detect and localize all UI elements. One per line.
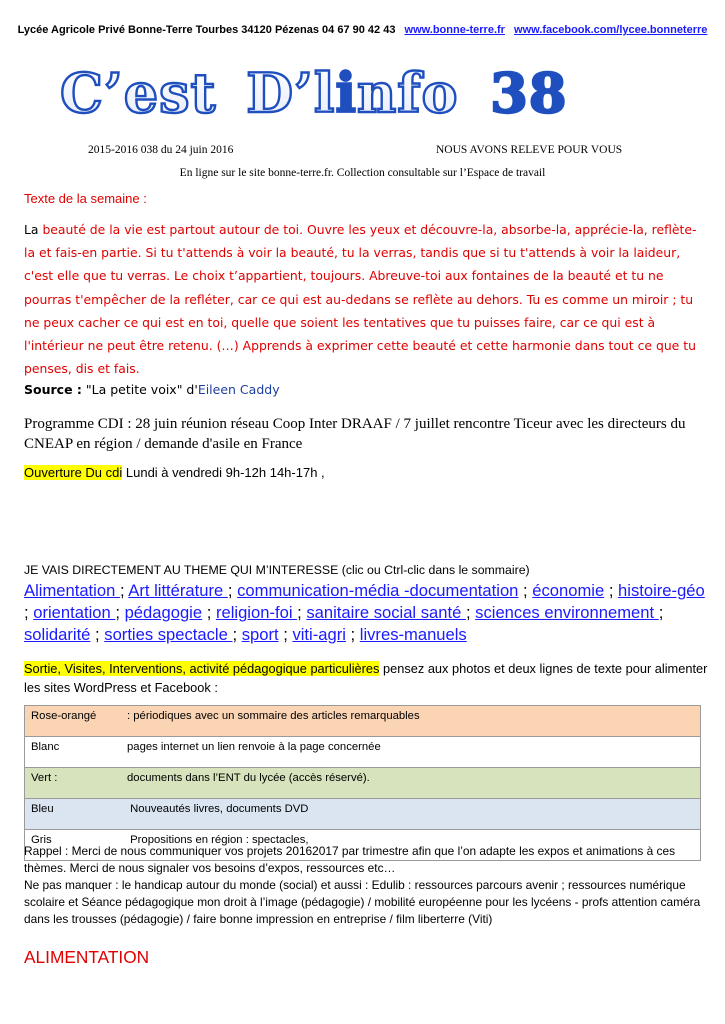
legend-description: documents dans l’ENT du lycée (accès réservé). bbox=[127, 772, 370, 784]
theme-separator: ; bbox=[90, 625, 105, 644]
legend-color-name: Vert : bbox=[31, 772, 58, 784]
programme-cdi: Programme CDI : 28 juin réunion réseau Coop Inter DRAAF / 7 juillet rencontre Ticeur avec les directeurs du CNEAP en région / demande d'asile en France bbox=[24, 416, 686, 452]
rappel-block bbox=[24, 843, 704, 928]
theme-link[interactable]: religion-foi bbox=[215, 603, 298, 622]
rappel-line: Rappel : Merci de nous communiquer vos projets 20162017 par trimestre afin que l’on adapte les expos et animations à ces thèmes. Merci de nous signaler vos besoins d’expos, ressources etc… bbox=[24, 844, 676, 875]
legend-description: Nouveautés livres, documents DVD bbox=[127, 803, 309, 815]
masthead-part-dl: D’l bbox=[246, 62, 336, 122]
legend-cell bbox=[25, 706, 701, 737]
theme-separator: ; bbox=[115, 603, 125, 622]
theme-link[interactable]: sorties spectacle bbox=[104, 625, 233, 644]
legend-description: : périodiques avec un sommaire des articles remarquables bbox=[127, 710, 420, 722]
theme-separator: ; bbox=[227, 581, 238, 600]
theme-separator: ; bbox=[278, 625, 293, 644]
theme-link[interactable]: viti-agri bbox=[292, 625, 346, 644]
theme-link[interactable]: communication-média -documentation bbox=[237, 581, 519, 600]
theme-link[interactable]: livres-manuels bbox=[359, 625, 467, 644]
color-legend-table bbox=[24, 705, 701, 861]
opening-hours bbox=[24, 465, 325, 480]
theme-link[interactable]: sport bbox=[241, 625, 279, 644]
online-notice: En ligne sur le site bonne-terre.fr. Collection consultable sur l’Espace de travail bbox=[179, 167, 546, 179]
legend-color-name: Gris bbox=[31, 834, 52, 846]
themes-menu bbox=[24, 580, 709, 646]
sortie-notice bbox=[24, 659, 714, 697]
theme-separator: ; bbox=[119, 581, 129, 600]
theme-separator: ; bbox=[297, 603, 307, 622]
theme-link[interactable]: solidarité bbox=[24, 625, 91, 644]
theme-link[interactable]: pédagogie bbox=[124, 603, 203, 622]
theme-link[interactable]: histoire-géo bbox=[618, 581, 705, 600]
legend-row bbox=[25, 706, 701, 737]
legend-cell bbox=[25, 737, 701, 768]
masthead-issue-number: 38 bbox=[490, 62, 568, 122]
section-title: ALIMENTATION bbox=[24, 947, 150, 967]
legend-color-name: Bleu bbox=[31, 803, 54, 815]
weekly-quote bbox=[24, 218, 700, 380]
legend-row bbox=[25, 768, 701, 799]
school-address: Lycée Agricole Privé Bonne-Terre Tourbes 34120 Pézenas 04 67 90 42 43 bbox=[17, 24, 396, 36]
source-author: Eileen Caddy bbox=[197, 382, 280, 397]
opening-label: Ouverture Du cdi bbox=[24, 465, 123, 480]
legend-row bbox=[25, 737, 701, 768]
ne-pas-manquer-line: Ne pas manquer : le handicap autour du monde (social) et aussi : Edulib : ressources parcours avenir ; ressources numérique scolaire et Séance pédagogique mon droit à l’image (pédagogie) / mobilité européenne pour les lycéens - profs attention caméra dans les trousses (pédagogie) / faire bonne impression en entreprise / film liberterre (Viti) bbox=[24, 878, 701, 926]
themes-intro: JE VAIS DIRECTEMENT AU THEME QUI M’INTERESSE (clic ou Ctrl-clic dans le sommaire) bbox=[24, 563, 530, 577]
site-link[interactable]: www.bonne-terre.fr bbox=[404, 24, 505, 36]
school-header bbox=[0, 24, 725, 36]
quote-body: beauté de la vie est partout autour de toi. Ouvre les yeux et découvre-la, absorbe-la, apprécie-la, reflète-la et fais-en partie. Si tu t'attends à voir la beauté, tu la verras, tandis que si tu t'attends à voir la laideur, c'est elle que tu verras. Le choix t’appartient, toujours. Abreuve-toi aux fontaines de la beauté et tu ne pourras t'empêcher de la refléter, car ce qui est au-dedans se reflète au dehors. Tu es comme un miroir ; tu ne peux cacher ce qui est en toi, quelle que soient les tentatives que tu puisses faire, car ce qui est à l'intérieur ne peut être retenu. (…) Apprends à exprimer cette beauté et cette harmonie dans tout ce que tu penses, dis et fais. bbox=[24, 222, 697, 377]
legend-cell bbox=[25, 768, 701, 799]
weekly-text-label: Texte de la semaine : bbox=[24, 191, 147, 206]
legend-description: pages internet un lien renvoie à la page concernée bbox=[127, 741, 381, 753]
quote-source bbox=[24, 382, 280, 397]
theme-separator: ; bbox=[232, 625, 242, 644]
theme-separator: ; bbox=[24, 603, 34, 622]
legend-row bbox=[25, 799, 701, 830]
source-work: "La petite voix" d' bbox=[81, 382, 198, 397]
masthead-title bbox=[60, 62, 680, 122]
masthead-part-i: i bbox=[335, 62, 357, 122]
theme-link[interactable]: Art littérature bbox=[128, 581, 228, 600]
masthead-part-nfo: nfo bbox=[356, 62, 459, 122]
theme-separator: ; bbox=[518, 581, 533, 600]
theme-separator: ; bbox=[465, 603, 476, 622]
legend-color-name: Rose-orangé bbox=[31, 710, 97, 722]
legend-description: Propositions en région : spectacles, bbox=[127, 834, 309, 846]
theme-link[interactable]: sanitaire social santé bbox=[306, 603, 466, 622]
source-label: Source : bbox=[24, 382, 82, 397]
theme-link[interactable]: économie bbox=[532, 581, 605, 600]
theme-link[interactable]: sciences environnement bbox=[475, 603, 659, 622]
tagline: NOUS AVONS RELEVE POUR VOUS bbox=[436, 144, 623, 156]
theme-separator: ; bbox=[658, 603, 664, 622]
theme-separator: ; bbox=[604, 581, 619, 600]
issue-date: 2015-2016 038 du 24 juin 2016 bbox=[88, 144, 234, 156]
theme-link[interactable]: orientation bbox=[33, 603, 116, 622]
sortie-label: Sortie, Visites, Interventions, activité pédagogique particulières bbox=[24, 661, 380, 676]
svg-text:C’est D’linfo 38 bbox=[60, 62, 567, 122]
theme-separator: ; bbox=[202, 603, 216, 622]
opening-hours-text: Lundi à vendredi 9h-12h 14h-17h , bbox=[122, 465, 325, 480]
sortie-text: pensez aux photos et deux lignes de texte pour alimenter les sites WordPress et Facebook : bbox=[24, 661, 708, 695]
quote-first-word: La bbox=[24, 222, 39, 237]
facebook-link[interactable]: www.facebook.com/lycee.bonneterre bbox=[514, 24, 708, 36]
theme-separator: ; bbox=[345, 625, 360, 644]
legend-cell bbox=[25, 799, 701, 830]
masthead-part-cest: C’est bbox=[60, 62, 217, 122]
legend-color-name: Blanc bbox=[31, 741, 60, 753]
theme-link[interactable]: Alimentation bbox=[24, 581, 120, 600]
